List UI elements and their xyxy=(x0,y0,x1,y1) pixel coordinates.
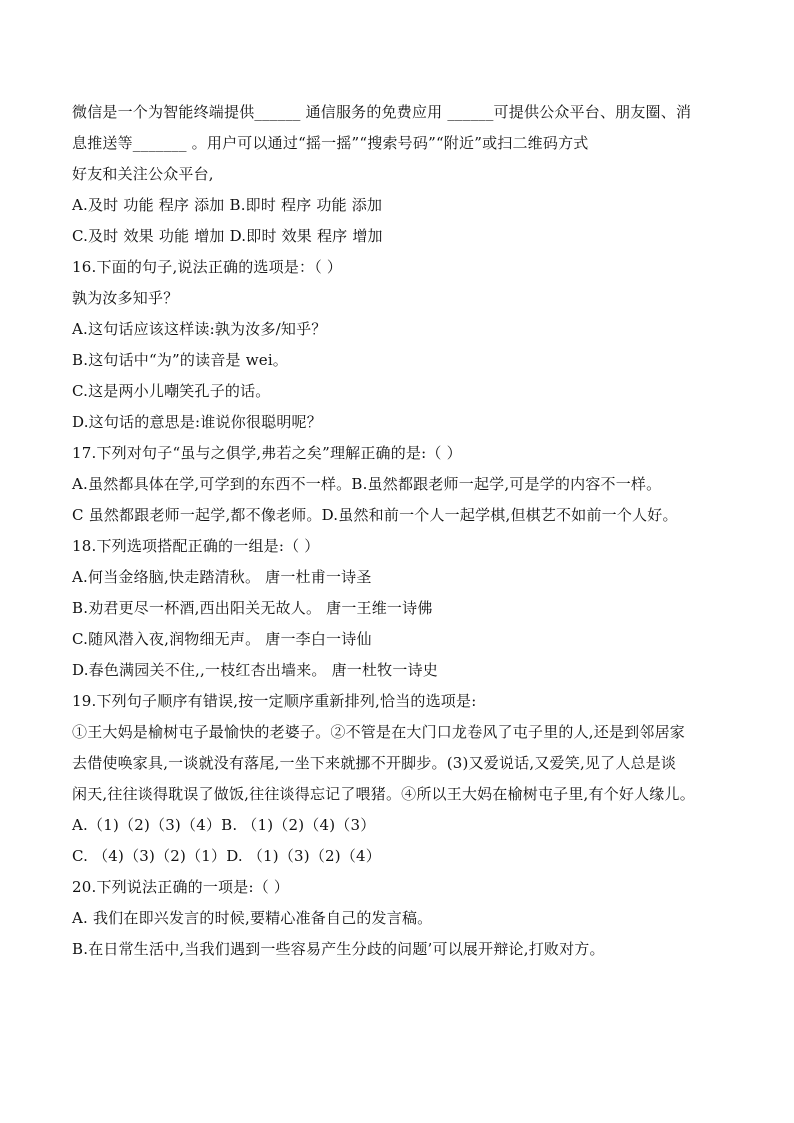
text-line: 微信是一个为智能终端提供______ 通信服务的免费应用 ______可提供公众平台、朋友圈、消 xyxy=(72,103,692,121)
option-line: A.（1)（2)（3)（4）B. （1)（2)（4)（3） xyxy=(72,816,376,834)
question-18: 18.下列选项搭配正确的一组是:（ ） xyxy=(72,537,320,555)
option-line: A.虽然都具体在学,可学到的东西不一样。B.虽然都跟老师一起学,可是学的内容不一样。 xyxy=(72,475,662,493)
question-16: 16.下面的句子,说法正确的选项是：（ ） xyxy=(72,258,343,276)
text-line: 好友和关注公众平台, xyxy=(72,165,214,183)
option-line: D.春色满园关不住,,一枝红杏出墙来。 唐一杜牧一诗史 xyxy=(72,661,438,679)
text-line: 去借使唤家具,一谈就没有落尾,一坐下来就挪不开脚步。(3)又爱说话,又爱笑,见了人总是谈 xyxy=(72,754,677,772)
document-body xyxy=(72,97,732,965)
question-19: 19.下列句子顺序有错误,按一定顺序重新排列,恰当的选项是: xyxy=(72,692,477,710)
option-line: B.在日常生活中,当我们遇到一些容易产生分歧的问题’可以展开辩论,打败对方。 xyxy=(72,940,605,958)
text-line: ①王大妈是榆树屯子最愉快的老婆子。②不管是在大门口龙卷风了屯子里的人,还是到邻居家 xyxy=(72,723,685,741)
text-line: 闲天,往往谈得耽误了做饭,往往谈得忘记了喂猪。④所以王大妈在榆树屯子里,有个好人缘儿。 xyxy=(72,785,695,803)
text-line: 孰为汝多知乎？ xyxy=(72,289,179,307)
option-line: C. （4)（3)（2)（1）D. （1)（3)（2)（4） xyxy=(72,847,381,865)
text-line: 息推送等_______ 。用户可以通过“摇一摇”“搜索号码”“附近”或扫二维码方式 xyxy=(72,134,589,152)
option-line: B.这句话中“为”的读音是 wei。 xyxy=(72,351,289,369)
question-17: 17.下列对句子“虽与之俱学,弗若之矣”理解正确的是:（ ） xyxy=(72,444,462,462)
option-line: A.何当金络脑,快走踏清秋。 唐一杜甫一诗圣 xyxy=(72,568,372,586)
question-20: 20.下列说法正确的一项是:（ ） xyxy=(72,878,290,896)
option-line: B.劝君更尽一杯酒,西出阳关无故人。 唐一王维一诗佛 xyxy=(72,599,433,617)
option-line: A.及时 功能 程序 添加 B.即时 程序 功能 添加 xyxy=(72,196,383,214)
option-line: D.这句话的意思是:谁说你很聪明呢？ xyxy=(72,413,322,431)
option-line: A.这句话应该这样读:孰为汝多/知乎？ xyxy=(72,320,327,338)
option-line: C.随风潜入夜,润物细无声。 唐一李白一诗仙 xyxy=(72,630,372,648)
option-line: C.及时 效果 功能 增加 D.即时 效果 程序 增加 xyxy=(72,227,383,245)
option-line: A. 我们在即兴发言的时候,要精心准备自己的发言稿。 xyxy=(72,909,433,927)
option-line: C 虽然都跟老师一起学,都不像老师。D.虽然和前一个人一起学棋,但棋艺不如前一个人好。 xyxy=(72,506,678,524)
option-line: C.这是两小儿嘲笑孔子的话。 xyxy=(72,382,271,400)
